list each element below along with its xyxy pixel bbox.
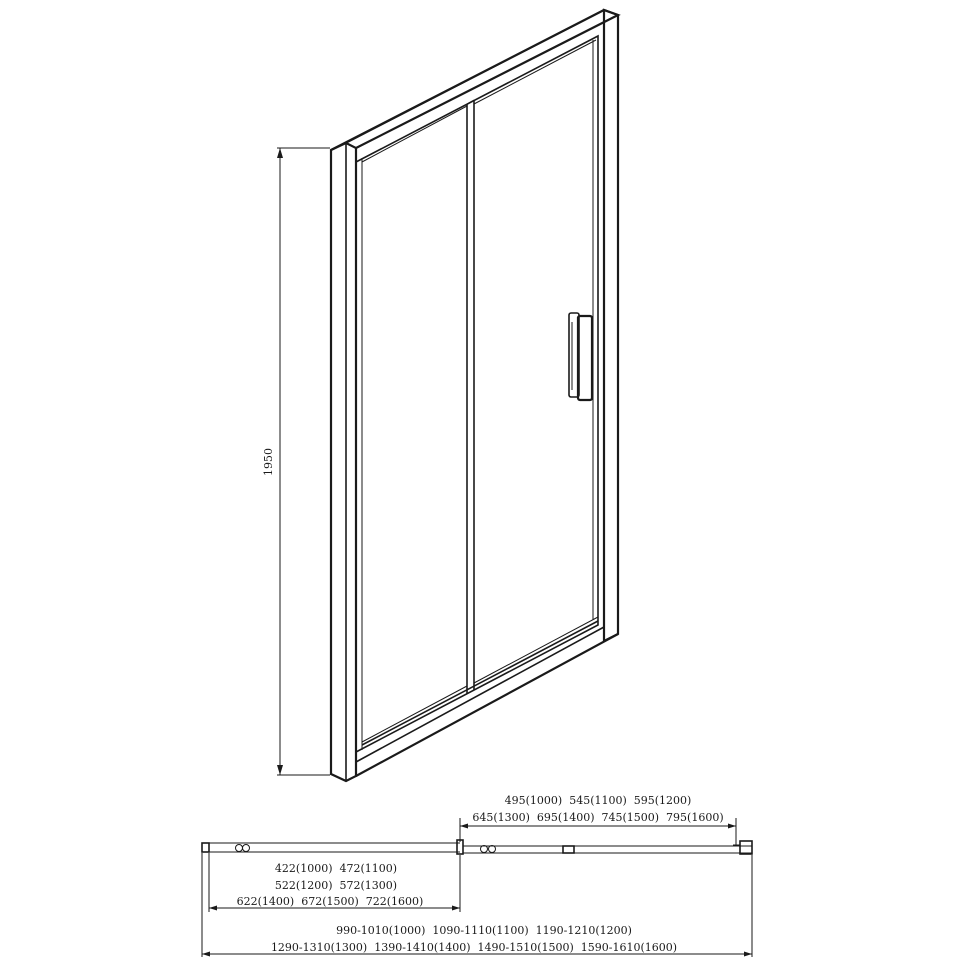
left-dim-row3: 622(1400) 672(1500) 722(1600) [236,895,424,908]
top-dim-arrow-left [460,824,468,829]
bottom-rail-outer [356,634,618,776]
handle-bar [578,316,592,400]
left-post [331,143,356,781]
door-handle [569,313,592,400]
left-dim-row1: 422(1000) 472(1100) [274,862,398,875]
left-dim-arrow-left [209,906,217,911]
sliding-panel-top [474,40,596,104]
left-dim-arrow-right [452,906,460,911]
total-dim-arrow-right [744,952,752,957]
left-wall-profile [202,843,209,852]
inner-frame [356,36,598,752]
plan-handle [563,846,574,853]
top-rail-edge [346,10,604,143]
right-post [604,10,618,641]
top-dim-row2: 645(1300) 695(1400) 745(1500) 795(1600) [472,811,724,824]
left-dim-row2: 522(1200) 572(1300) [274,879,398,892]
height-label: 1950 [262,448,275,476]
roller-left-2 [243,845,250,852]
height-dimension [262,148,330,775]
bottom-track [362,621,598,745]
bottom-track-fixed [362,686,467,742]
roller-right-2 [489,846,496,853]
bottom-track-inner [474,617,598,683]
top-dim-arrow-right [728,824,736,829]
door-elevation [331,10,618,781]
fixed-panel-top [362,106,467,162]
height-arrow-bottom [277,765,283,775]
height-arrow-top [277,148,283,158]
total-dim-row1: 990-1010(1000) 1090-1110(1100) 1190-1210(1200) [336,924,632,937]
plan-view [202,794,752,957]
roller-left-1 [236,845,243,852]
bottom-rail-inner-line [356,627,604,762]
roller-right-1 [481,846,488,853]
total-dim-row2: 1290-1310(1300) 1390-1410(1400) 1490-1510(1500) 1590-1610(1600) [270,941,678,954]
right-wall-profile [740,841,752,854]
top-dim-row1: 495(1000) 545(1100) 595(1200) [504,794,692,807]
total-dim-arrow-left [202,952,210,957]
